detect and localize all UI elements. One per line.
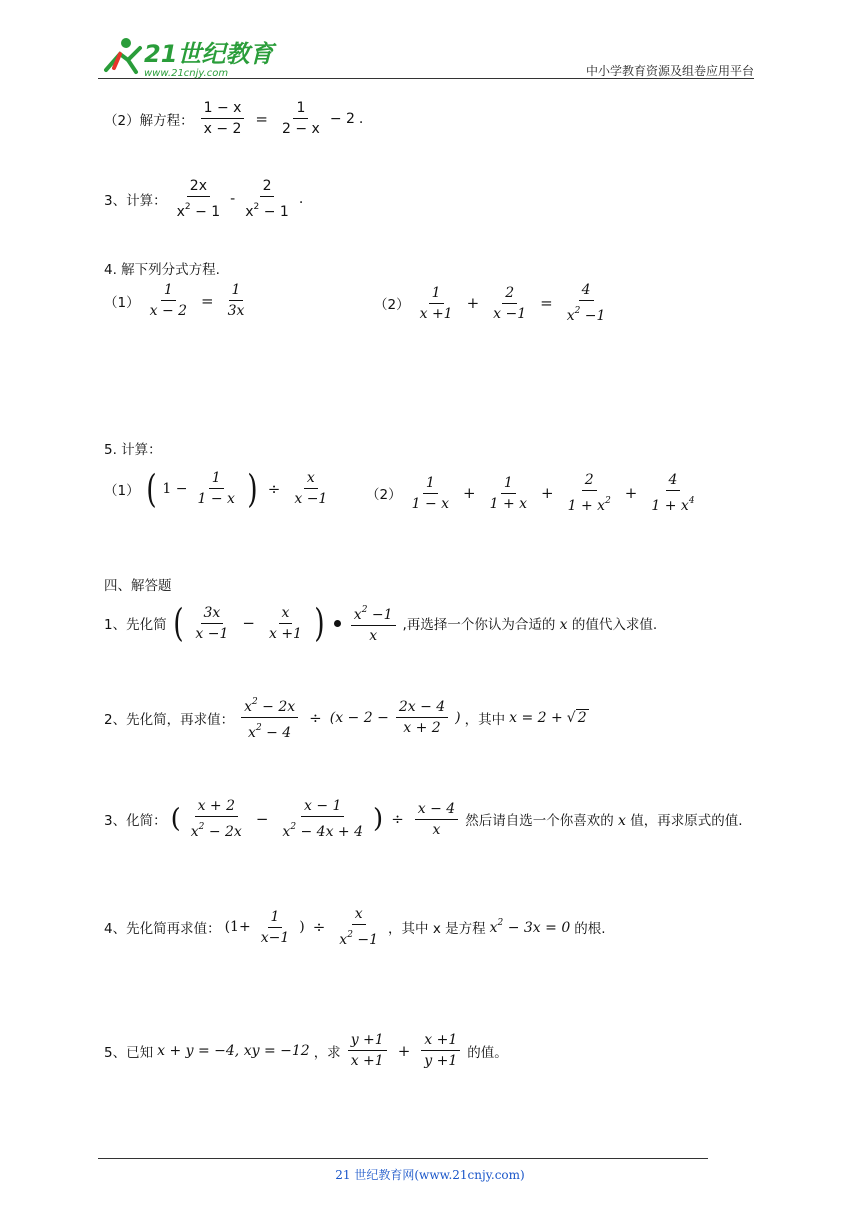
numerator: 2x − 4 (396, 697, 448, 718)
minus-two: − 2 (329, 110, 355, 127)
numerator: x +1 (421, 1030, 460, 1051)
denominator: x − 2 (149, 303, 188, 319)
numerator: x (279, 603, 293, 624)
plus-sign: + (463, 484, 476, 502)
answer-question-1 (104, 600, 657, 646)
fraction (241, 692, 298, 743)
logo-text: 21世纪教育 (144, 40, 274, 68)
fraction (201, 98, 245, 139)
a5-tail: 的值。 (467, 1044, 508, 1061)
condition: x = 2 + (509, 709, 563, 726)
question-2-2 (104, 98, 363, 139)
right-paren: ) (247, 466, 258, 511)
fraction (490, 283, 529, 324)
fraction (225, 280, 248, 321)
plus-sign: + (541, 484, 554, 502)
numerator: 1 (501, 473, 516, 494)
denominator: 1 + x (489, 495, 528, 512)
denominator: x −1 (493, 305, 527, 322)
denominator: $1 + x^4$ (651, 496, 695, 514)
fraction (258, 907, 293, 948)
denominator: x +1 (419, 305, 453, 322)
equals-sign: = (255, 109, 268, 128)
numerator: 1 (293, 98, 308, 119)
numerator: 2 (502, 283, 517, 304)
fraction (147, 280, 190, 321)
fraction (396, 697, 448, 738)
fraction (348, 1030, 387, 1071)
expression-part: (x − 2 − (329, 709, 389, 726)
answer-question-3 (104, 796, 743, 842)
q2-2-label: （2）解方程： (104, 112, 194, 129)
divide-sign: ÷ (391, 810, 404, 828)
left-paren: ( (172, 601, 184, 645)
denominator: 1 − x (411, 495, 450, 512)
numerator: 1 (161, 280, 176, 301)
q5-title: 5. 计算： (104, 442, 162, 458)
right-paren: ) (314, 601, 325, 645)
q5-part-1 (104, 468, 333, 509)
numerator: x − 1 (301, 796, 344, 817)
a4-tail-b: 的根. (574, 921, 606, 937)
fraction (421, 1030, 460, 1071)
answer-question-5 (104, 1030, 508, 1071)
fraction (266, 603, 305, 644)
runner-logo-icon (98, 34, 274, 80)
logo-url: www.21cnjy.com (144, 68, 229, 79)
right-paren: ) (455, 709, 461, 726)
a3-tail: 然后请自选一个你喜欢的 x 值，再求原式的值. (465, 813, 743, 829)
fraction (565, 470, 614, 516)
fraction (351, 600, 396, 646)
fraction (195, 468, 238, 509)
plus-sign: + (624, 484, 638, 502)
denominator: x +1 (268, 625, 302, 642)
fraction (409, 473, 452, 514)
fraction (415, 799, 458, 840)
divide-sign: ÷ (309, 708, 322, 727)
condition: x + y = −4, xy = −12 (157, 1042, 310, 1059)
term: 1 − (162, 480, 188, 497)
multiply-dot-icon (334, 620, 341, 627)
part-label: （2） (366, 487, 402, 503)
denominator: $x^2 -1$ (566, 306, 606, 324)
where-text: ，其中 (464, 711, 506, 728)
denominator: $x^2 - 1$ (245, 202, 289, 220)
section-4-title: 四、解答题 (104, 578, 172, 594)
footer-link[interactable]: 21 世纪教育网(www.21cnjy.com) (335, 1168, 525, 1182)
denominator: x + 2 (403, 720, 441, 736)
numerator: 1 (423, 473, 438, 494)
fraction (417, 283, 456, 324)
denominator: $x^2 - 2x$ (190, 822, 242, 840)
left-paren: ( (170, 804, 181, 834)
denominator: $x^2 - 1$ (176, 202, 221, 220)
left-paren: ( (145, 466, 157, 511)
site-logo (98, 34, 274, 80)
numerator: $x^2 - 2x$ (241, 692, 298, 718)
minus-sign: − (242, 614, 255, 632)
expression-part: (1+ (224, 919, 251, 935)
denominator: 1 − x (197, 491, 235, 507)
numerator: 2 (260, 176, 275, 197)
sqrt-icon: √ 2 (566, 710, 587, 726)
fraction (174, 176, 224, 222)
q3-label: 3、计算： (104, 193, 167, 209)
a2-label: 2、先化简，再求值： (104, 711, 235, 728)
a1-tail: ,再选择一个你认为合适的 x 的值代入求值. (402, 617, 658, 633)
fraction (188, 796, 245, 842)
numerator: x (304, 468, 318, 489)
footer-divider (98, 1158, 708, 1159)
denominator: x (432, 821, 441, 838)
answer-question-4 (104, 904, 606, 950)
fraction (336, 904, 381, 950)
fraction (242, 176, 292, 222)
fraction (648, 470, 697, 516)
numerator: 3x (201, 603, 224, 624)
period: . (298, 191, 304, 207)
denominator: x −1 (195, 625, 229, 642)
numerator: y +1 (348, 1030, 387, 1051)
denominator: x−1 (260, 929, 290, 946)
q4-part-1 (104, 280, 250, 321)
denominator: y +1 (424, 1053, 458, 1069)
denominator: $x^2 - 4$ (248, 723, 292, 741)
fraction (279, 98, 323, 139)
numerator: 1 (229, 280, 244, 301)
numerator: x + 2 (195, 796, 238, 817)
numerator: x − 4 (415, 799, 458, 820)
q4-part-2 (374, 280, 611, 326)
denominator: $x^2 - 4x + 4$ (282, 822, 364, 840)
equation: $x^2 - 3x = 0$ (489, 918, 571, 936)
period: . (358, 110, 364, 127)
numerator: 1 (209, 468, 224, 489)
denominator: 3x (227, 303, 245, 319)
part-label: （1） (104, 482, 140, 499)
denominator: $1 + x^2$ (567, 496, 611, 514)
numerator: 1 (429, 283, 444, 304)
denominator: x +1 (350, 1053, 384, 1069)
plus-sign: + (466, 294, 480, 312)
numerator: x (352, 904, 366, 925)
denominator: $x^2 -1$ (339, 930, 379, 948)
q4-title: 4. 解下列分式方程. (104, 262, 220, 278)
numerator: 4 (666, 470, 681, 491)
numerator: 2x (187, 176, 210, 197)
denominator: x (369, 628, 378, 644)
equals-sign: = (540, 294, 553, 312)
a3-label: 3、化简： (104, 813, 167, 829)
a1-label: 1、先化简 (104, 617, 167, 633)
right-paren: ) (299, 919, 305, 935)
divide-sign: ÷ (312, 918, 326, 936)
equals-sign: = (201, 291, 214, 310)
numerator: $x^2 -1$ (351, 600, 396, 626)
divide-sign: ÷ (267, 479, 281, 498)
part-label: （1） (104, 294, 140, 311)
minus-sign: - (230, 191, 236, 207)
part-label: （2） (374, 297, 410, 313)
minus-sign: − (255, 810, 269, 828)
q5-part-2 (366, 470, 701, 516)
numerator: 2 (582, 470, 597, 491)
plus-sign: + (397, 1041, 411, 1060)
right-paren: ) (373, 804, 384, 834)
question-3 (104, 176, 303, 222)
a4-tail-a: ，其中 x 是方程 (388, 921, 486, 937)
fraction (487, 473, 530, 514)
numerator: 4 (579, 280, 594, 301)
denominator: x −1 (294, 491, 328, 507)
fraction (291, 468, 330, 509)
fraction (279, 796, 366, 842)
numerator: 1 − x (201, 98, 245, 119)
denominator: 2 − x (282, 121, 320, 137)
answer-question-2 (104, 692, 589, 743)
numerator: 1 (268, 907, 283, 928)
a5-label: 5、已知 (104, 1044, 154, 1061)
header-divider (98, 78, 754, 79)
a5-mid: ，求 (313, 1044, 341, 1061)
fraction (192, 603, 231, 644)
fraction (564, 280, 609, 326)
a4-label: 4、先化简再求值： (104, 921, 221, 937)
header-platform-text: 中小学教育资源及组卷应用平台 (585, 64, 754, 78)
denominator: x − 2 (203, 121, 242, 137)
